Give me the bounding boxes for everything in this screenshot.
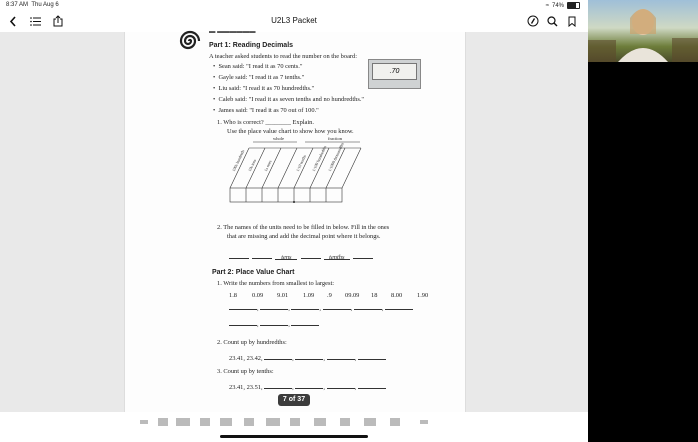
answer-blank[interactable] [264, 383, 292, 389]
student-item: • Gayle said: "I read it as 7 tenths." [213, 74, 305, 81]
thumbnail-scrubber[interactable] [140, 416, 440, 428]
number-item: .9 [327, 292, 332, 299]
chart-col-label: 100s hundreds [231, 148, 246, 173]
part1-title: Part 1: Reading Decimals [209, 42, 294, 49]
answer-blank[interactable] [354, 304, 382, 310]
answer-blank[interactable] [229, 304, 257, 310]
answer-blank[interactable] [229, 320, 257, 326]
status-bar [0, 0, 588, 10]
answer-blank[interactable] [353, 253, 373, 259]
question-1a: 1. Who is correct? ________ Explain. [217, 119, 314, 126]
number-item: 09.09 [345, 292, 360, 299]
handwritten-tenths: tenths [329, 254, 345, 261]
question-2b: that are missing and add the decimal point where it belongs. [227, 233, 381, 240]
number-item: 9.01 [277, 292, 289, 299]
markup-button[interactable] [526, 14, 540, 28]
numbers-row [229, 292, 435, 299]
student-item: • James said: "I read it as 70 out of 100." [213, 107, 319, 114]
document-toolbar [0, 10, 588, 32]
chart-col-label: 1/100 hundredths [311, 144, 328, 173]
chart-whole-label: whole [273, 136, 284, 141]
page-indicator: 7 of 37 [278, 394, 310, 406]
number-item: 1.8 [229, 292, 237, 299]
answer-blank[interactable] [358, 354, 386, 360]
document-title: U2L3 Packet [271, 16, 317, 25]
answer-blank[interactable] [260, 320, 288, 326]
answer-blank[interactable] [327, 383, 355, 389]
answer-blank[interactable] [252, 253, 272, 259]
answer-blank[interactable] [264, 354, 292, 360]
chart-fraction-label: fraction [328, 136, 342, 141]
answer-blank[interactable] [291, 304, 319, 310]
part2-title: Part 2: Place Value Chart [212, 269, 295, 276]
cut-off-heading: ▬ ▬▬▬▬▬▬ [209, 28, 256, 35]
chart-col-label: 10s tens [247, 158, 258, 173]
board-value: .70 [372, 63, 417, 80]
intro-text: A teacher asked students to read the number on the board: [209, 53, 358, 60]
search-icon [547, 16, 558, 27]
answer-blank[interactable] [291, 320, 319, 326]
home-indicator[interactable] [220, 435, 368, 438]
student-text: James said: "I read it as 70 out of 100." [218, 107, 319, 114]
chart-col-label: 1s ones [263, 159, 273, 173]
time-text: 8:37 AM [6, 2, 29, 8]
battery-percent: 74% [551, 2, 564, 9]
person-silhouette [588, 0, 698, 62]
answer-blank-filled[interactable] [324, 254, 350, 260]
board-image [368, 59, 421, 89]
number-item: 1.90 [417, 292, 429, 299]
answer-blank[interactable] [323, 304, 351, 310]
webcam-panel [588, 0, 698, 442]
markup-pen-icon [527, 15, 539, 27]
search-button[interactable] [545, 14, 559, 28]
chart-col-label: 1/10 tenths [295, 153, 307, 173]
ordering-blanks-row-1: , , , , , [229, 304, 413, 312]
answer-blank-filled[interactable] [275, 254, 297, 260]
spiral-logo-icon [179, 30, 201, 52]
answer-blank[interactable] [295, 354, 323, 360]
student-text: Sean said: "I read it as 70 cents." [218, 63, 303, 70]
tenths-count-row: 23.41, 23.51, , , , [229, 383, 386, 391]
answer-blank[interactable] [229, 253, 249, 259]
student-item: • Sean said: "I read it as 70 cents." [213, 63, 303, 70]
answer-blank[interactable] [301, 253, 321, 259]
unit-blanks-row [229, 253, 373, 261]
question-2a: 2. The names of the units need to be filled in below. Fill in the ones [217, 224, 390, 231]
date-text: Thu Aug 6 [31, 2, 59, 8]
count-start: 23.41, 23.51, [229, 384, 263, 391]
wifi-icon: ≈ [545, 2, 549, 9]
hundredths-count-row: 23.41, 23.42, , , , [229, 354, 386, 362]
number-item: 0.09 [252, 292, 264, 299]
bookmark-icon [568, 16, 576, 27]
place-value-chart [225, 136, 365, 208]
answer-blank[interactable] [327, 354, 355, 360]
webcam-video [588, 0, 698, 62]
number-item: 18 [371, 292, 378, 299]
part2-question-2: 2. Count up by hundredths: [217, 339, 287, 346]
student-text: Liu said: "I read it as 70 hundredths." [218, 85, 315, 92]
bookmark-button[interactable] [565, 14, 579, 28]
answer-blank[interactable] [385, 304, 413, 310]
answer-blank[interactable] [295, 383, 323, 389]
chart-col-label: 1/1000 thousandths [327, 141, 345, 173]
part2-question-3: 3. Count up by tenths: [217, 368, 274, 375]
number-item: 1.09 [303, 292, 315, 299]
handwritten-tens: tens [281, 254, 292, 261]
student-item: • Liu said: "I read it as 70 hundredths." [213, 85, 315, 92]
number-item: 8.00 [391, 292, 403, 299]
answer-blank[interactable] [260, 304, 288, 310]
part2-question-1: 1. Write the numbers from smallest to largest: [217, 280, 334, 287]
student-text: Gayle said: "I read it as 7 tenths." [218, 74, 305, 81]
status-indicators [546, 2, 580, 9]
answer-blank[interactable] [358, 383, 386, 389]
student-item: • Caleb said: "I read it as seven tenths and no hundredths." [213, 96, 365, 103]
ordering-blanks-row-2: , , [229, 320, 319, 328]
count-start: 23.41, 23.42, [229, 355, 263, 362]
document-page[interactable] [124, 28, 466, 412]
status-time [6, 2, 59, 8]
student-text: Caleb said: "I read it as seven tenths and no hundredths." [218, 96, 365, 103]
battery-icon [567, 2, 580, 9]
question-1b: Use the place value chart to show how you know. [227, 128, 354, 135]
